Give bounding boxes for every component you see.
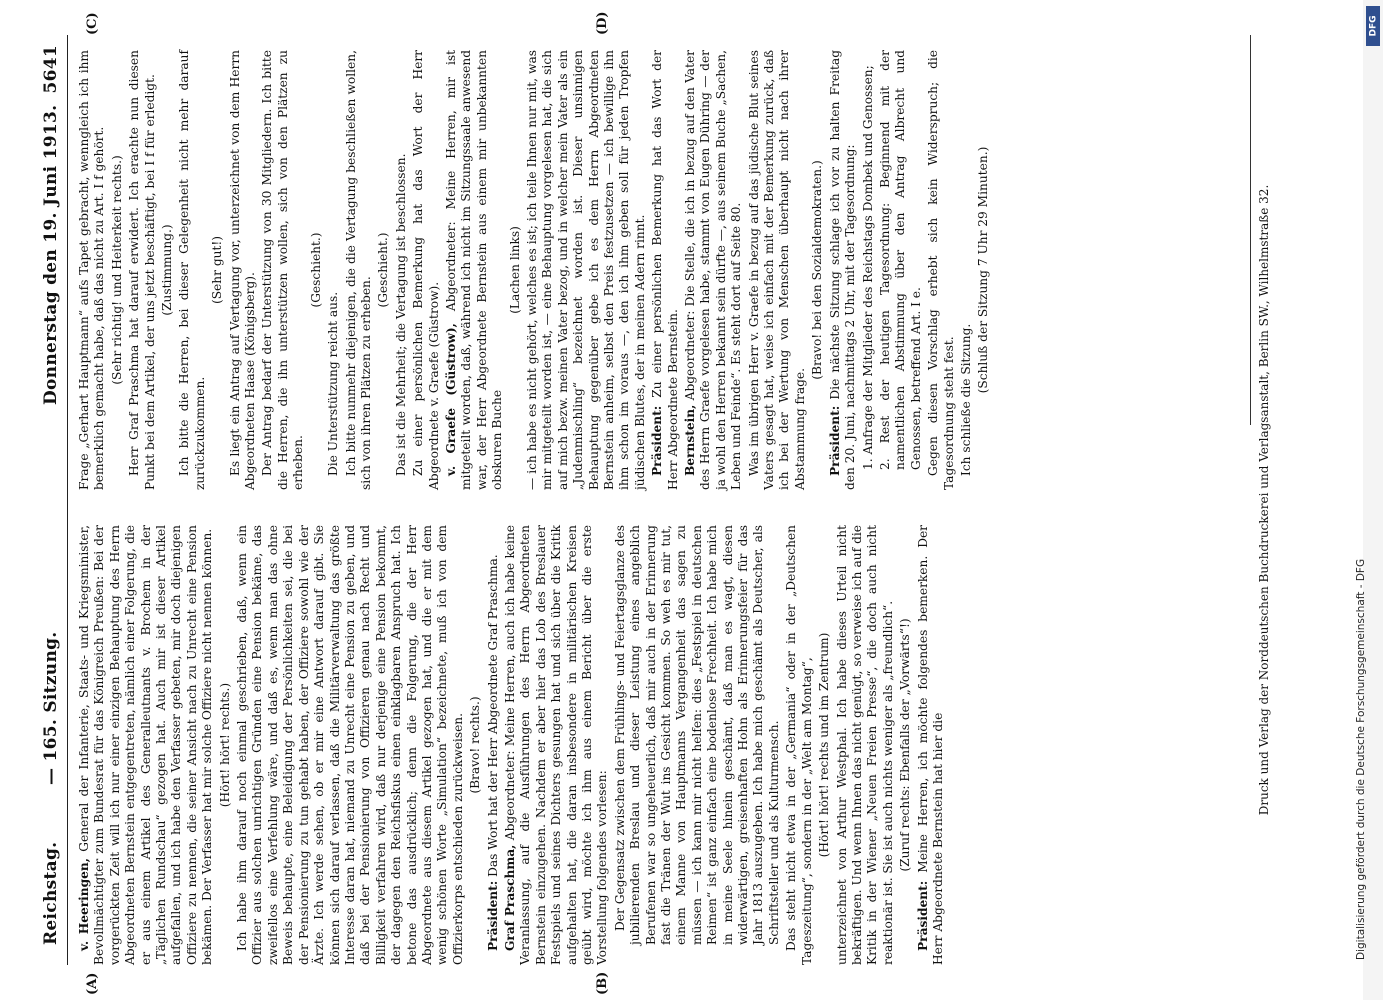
agenda-item: 1. Anfrage der Mitglieder des Reichstags Dombek und Genossen; (860, 65, 875, 470)
closing-note: (Schluß der Sitzung 7 Uhr 29 Minuten.) (976, 146, 991, 394)
speaker-heeringen: v. Heeringen, (77, 857, 91, 951)
paragraph: Abgeordneter: Meine Herren, auch ich habe keine Veranlassung, auf die Ausführungen des Herrn Abgeordneten Bernstein einzugehen. Nachdem er aber hier das Lob des Breslauer Festspiels und seines Dichters gesungen hat und sich über die Kritik aufgehalten hat, die daran insbesondere in militärischen Kreisen geübt wird, möchte ich ihm aus einem Bericht über die erste Vorstellung folgendes vorlesen: (502, 524, 610, 965)
margin-marker-c: (C) (85, 12, 100, 35)
margin-marker-d: (D) (595, 11, 610, 35)
paragraph: Zu einer persönlichen Bemerkung hat das Wort der Herr Abgeordnete v. Graefe (Güstrow). (411, 50, 441, 490)
margin-marker-b: (B) (595, 971, 610, 995)
reaction: (Geschieht.) (376, 232, 391, 308)
paragraph: Gegen diesen Vorschlag erhebt sich kein Widerspruch; die Tagesordnung steht fest. (926, 50, 956, 490)
paragraph: Es liegt ein Antrag auf Vertagung vor, unterzeichnet von dem Herrn Abgeordneten Haase (Königsberg). (227, 50, 258, 490)
margin-marker-a: (A) (85, 972, 100, 995)
reaction: (Bravo! rechts.) (468, 696, 483, 794)
speaker-praesident: Präsident: (915, 880, 930, 951)
digitization-note: Digitalisierung gefördert durch die Deutsche Forschungsgemeinschaft - DFG (1355, 558, 1367, 960)
reaction: (Sehr gut!) (210, 235, 225, 305)
speaker-praesident: Präsident: (827, 405, 842, 476)
paragraph: Was im übrigen Herr v. Graefe in bezug auf das jüdische Blut seines Vaters gesagt hat, weise ich einfach mit der Bemerkung zurück, daß ich bei der Wertung von Menschen überhaupt nicht nach ihrer Abstammung frage. (746, 50, 807, 490)
paragraph: General der Infanterie, Staats- und Kriegsminister, Bevollmächtigter zum Bundesrat für das Königreich Preußen: Bei der vorgerückten Zeit will ich nur einer einzigen Behauptung des Herrn Abgeordneten Bernstein entgegentreten, nämlich einer Folgerung, die er aus einem Artikel des Generalleutnants v. Brochem in der „Täglichen Rundschau“ gezogen hat. Auch mir ist dieser Artikel aufgefallen, und ich habe den Verfasser gebeten, mir doch diejenigen Offiziere zu nennen, die seiner Ansicht nach zu Unrecht eine Pension bekämen. Der Verfasser hat mir solche Offiziere nicht nennen können. (77, 524, 215, 965)
dfg-logo: DFG (1366, 6, 1380, 46)
paragraph: — ich habe es nicht gehört, welches es ist; ich teile Ihnen nur mit, was mir mitgeteilt worden ist, — eine Behauptung vorgelesen hat, die sich auf mich bezw. meinen Vater bezog, und in welcher mein Vater als ein „Judenmischling“ bezeichnet worden ist. Dieser unsinnigen Behauptung gegenüber gebe ich es dem Herrn Abgeordneten Bernstein anheim, selbst den Preis festzusetzen — ich bewillige ihn ihm schon im voraus —, den ich ihm geben soll für jeden Tropfen jüdischen Blutes, der in meinen Adern rinnt. (524, 50, 647, 490)
reaction: (Zustimmung.) (160, 224, 175, 316)
reaction: (Lachen links) (507, 226, 522, 314)
paragraph: Ich bitte nunmehr diejenigen, die die Vertagung beschließen wollen, sich von ihren Plätzen zu erheben. (343, 50, 373, 490)
agenda-item: 2. Rest der heutigen Tagesordnung: Beginnend mit der namentlichen Abstimmung über den Antrag Albrecht und Genossen, betreffend Art. I e. (877, 50, 923, 470)
page-number: 5641 (41, 45, 61, 94)
reaction: (Bravo! bei den Sozialdemokraten.) (810, 160, 825, 380)
paragraph: Ich schließe die Sitzung. (958, 323, 973, 476)
paragraph: Meine Herren, ich möchte folgendes bemerken. Der Herr Abgeordnete Bernstein hat hier die (915, 524, 945, 965)
paragraph: Herr Graf Praschma hat darauf erwidert. Ich erachte nun diesen Punkt bei dem Artikel, der uns jetzt beschäftigt, bei I f für erledigt. (127, 50, 157, 490)
paragraph: Abgeordneter: Die Stelle, die ich in bezug auf den Vater des Herrn Graefe vorgelesen habe, stammt von Eugen Dühring — der ja wohl den Herren bekannt sein dürfte —, aus seinem Buche „Sachen, Leben und Feinde“. Es steht dort auf Seite 80. (683, 49, 744, 490)
paragraph: Ich bitte die Herren, bei dieser Gelegenheit nicht mehr darauf zurückzukommen. (177, 50, 207, 490)
left-column (77, 525, 948, 965)
printer-footer: Druck und Verlag der Norddeutschen Buchdruckerei und Verlagsanstalt, Berlin SW., Wilhelmstraße 32. (1257, 184, 1271, 816)
quote: Der Gegensatz zwischen dem Frühlings- und Feiertagsglanze des jubilierenden Breslau und dieser Leistung eines angeblich Berufenen war so ungeheuerlich, daß mir auch in der Erinnerung fast die Tränen der Wut ins Gesicht kommen. So weh es mir tut, einem Manne von Hauptmanns Vergangenheit das sagen zu müssen — ich kann mir nicht helfen: dies „Festspiel in deutschen Reimen“ ist ganz einfach eine bodenlose Frechheit. Ich habe mich in meine Seele hinein geschämt, daß man es wagt, diesen widerwärtigen, greisenhaften Hohn als Erinnerungsfeier für das Jahr 1813 auszugeben. Ich habe mich geschämt als Deutscher, als Schriftsteller und als Kulturmensch. (612, 525, 781, 945)
paragraph: Das Wort hat der Herr Abgeordnete Graf Praschma. (485, 554, 500, 877)
speaker-bernstein: Bernstein, (683, 404, 698, 476)
paragraph: Abgeordneter: Meine Herren, mir ist mitgeteilt worden, daß, während ich nicht im Sitzungssaale anwesend war, der Herr Abgeordnete Bernstein aus einem mir unbekannten obskuren Buche (443, 49, 505, 490)
page-header (35, 35, 68, 965)
speaker-praschma: Graf Praschma, (502, 844, 517, 951)
paragraph: Das steht nicht etwa in der „Germania“ oder in der „Deutschen Tageszeitung“, sondern in der „Welt am Montag“, (784, 525, 814, 965)
reaction: (Zuruf rechts: Ebenfalls der „Vorwärts“!) (898, 618, 913, 872)
reaction: (Hört! hört! rechts.) (217, 682, 232, 808)
rotated-page (35, 11, 1335, 995)
speaker-graefe: v. Graefe (Güstrow), (443, 323, 458, 476)
header-date: Donnerstag den 19. Juni 1913. (41, 104, 61, 405)
reaction: (Hört! hört! rechts und im Zentrum) (817, 632, 832, 858)
paragraph: Frage „Gerhart Hauptmann“ aufs Tapet gebracht, wenngleich ich ihm bemerklich gemacht habe, daß das nicht zu Art. I f gehört. (77, 50, 107, 490)
paragraph: unterzeichnet von Arthur Westphal. Ich habe dieses Urteil nicht bekräftigen. Und wenn Ihnen das nicht genügt, so verweise ich auf die Kritik in der Wiener „Neuen Freien Presse“, die doch auch nicht reaktionär ist. Sie ist auch nichts weniger als „freundlich“. (834, 525, 895, 965)
speaker-praesident: Präsident: (485, 880, 500, 951)
header-session: — 165. Sitzung. (41, 631, 61, 785)
reaction: (Sehr richtig! und Heiterkeit rechts.) (109, 155, 124, 385)
paragraph: Die nächste Sitzung schlage ich vor zu halten Freitag den 20. Juni, nachmittags 2 Uhr, mit der Tagesordnung: (827, 50, 858, 490)
paragraph: Das ist die Mehrheit; die Vertagung ist beschlossen. (393, 153, 408, 476)
paragraph: Ich habe ihm darauf noch einmal geschrieben, daß, wenn ein Offizier aus solchen unrichtigen Gründen eine Pension bekäme, das zweifellos eine Verfehlung wäre, und daß es, wenn man das ohne Beweis behaupte, eine Beleidigung der Persönlichkeiten sei, die bei der Pensionierung zu tun gehabt haben, der Offiziere sowohl wie der Ärzte. Ich werde sehen, ob er mir eine Antwort darauf gibt. Sie können sich darauf verlassen, daß die Militärverwaltung das größte Interesse daran hat, niemand zu Unrecht eine Pension zu geben, und daß bei der Pensionierung von Offizieren genau nach Recht und Billigkeit verfahren wird, daß nur derjenige eine Pension bekommt, der dagegen den Reichsfiskus einen einklagbaren Anspruch hat. Ich betone das ausdrücklich; denn die Folgerung, die der Herr Abgeordnete aus diesem Artikel gezogen hat, und die er mit dem wenig schönen Worte „Simulation“ bezeichnete, muß ich von dem Offizierkorps entschieden zurückweisen. (235, 525, 465, 965)
reaction: (Geschieht.) (308, 232, 323, 308)
speaker-praesident: Präsident: (650, 405, 665, 476)
footer-rule (1250, 35, 1251, 425)
header-reichstag: Reichstag. (41, 841, 61, 945)
right-column (77, 50, 994, 490)
paragraph: Der Antrag bedarf der Unterstützung von 30 Mitgliedern. Ich bitte die Herren, die ihn unterstützen wollen, sich von den Plätzen zu erheben. (260, 50, 306, 490)
paragraph: Die Unterstützung reicht aus. (326, 291, 341, 476)
paragraph: Zu einer persönlichen Bemerkung hat das Wort der Herr Abgeordnete Bernstein. (650, 50, 680, 490)
